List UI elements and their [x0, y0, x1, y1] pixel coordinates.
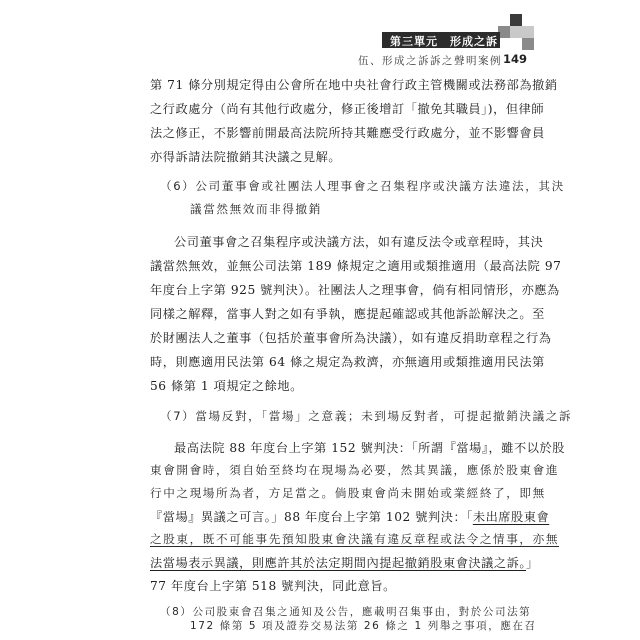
quote-line [150, 508, 549, 525]
section-subtitle: 伍、形成之訴訴之聲明案例 [358, 55, 502, 67]
section-heading-6: （6）公司董事會或社團法人理事會之召集程序或決議方法違法，其決 [160, 179, 565, 193]
quote-line: 行中之現場所為者，方足當之。倘股東會尚未開始或業經終了，即無 [150, 486, 546, 500]
paragraph-line: 第 71 條分別規定得由公會所在地中央社會行政主管機關或法務部為撤銷 [150, 78, 558, 92]
square-light [522, 26, 534, 38]
square-light [510, 26, 522, 38]
paragraph-line: 同樣之解釋，當事人對之如有爭執，應提起確認或其他訴訟解決之。至 [150, 307, 545, 321]
paragraph-line: 亦得訴請法院撤銷其決議之見解。 [150, 150, 342, 164]
paragraph-line: 於財團法人之董事（包括於董事會所為決議），如有違反捐助章程之行為 [150, 331, 552, 345]
underlined-quote: 法當場表示異議，則應許其於法定期間內提起撤銷股東會決議之訴。 [150, 556, 527, 570]
square-mid [522, 38, 534, 50]
quote-text: 『當場』異議之可言。」88 年度台上字第 102 號判決：「 [150, 510, 473, 524]
underlined-quote: 之股東，既不可能事先預知股東會決議有違反章程或法令之情事，亦無 [150, 532, 560, 546]
square-dark [510, 14, 522, 26]
page-header [120, 14, 528, 67]
paragraph-line: 56 條第 1 項規定之餘地。 [150, 379, 303, 393]
paragraph-line: 時，則應適用民法第 64 條之規定為救濟，亦無適用或類推適用民法第 [150, 355, 545, 369]
page-number: 149 [503, 52, 528, 66]
paragraph-line: 最高法院 88 年度台上字第 152 號判決：「所謂『當場』，雖不以於股 [174, 441, 565, 455]
paragraph-line: 77 年度台上字第 518 號判決，同此意旨。 [150, 579, 396, 593]
quote-line [150, 554, 539, 571]
section-heading-7: （7）當場反對，「當場」之意義；未到場反對者，可提起撤銷決議之訴 [160, 409, 573, 423]
paragraph-line: 議當然無效，並無公司法第 189 條規定之適用或類推適用（最高法院 97 [150, 259, 562, 273]
quote-line: 東會開會時，須自始至終均在現場為必要，然其異議，應係於股東會進 [150, 463, 560, 477]
paragraph-line: 之行政處分（尚有其他行政處分，修正後增訂「撤免其職員」)，但律師 [150, 102, 545, 116]
paragraph-line: 法之修正，不影響前開最高法院所持其難應受行政處分，並不影響會員 [150, 126, 545, 140]
quote-close: 」 [526, 556, 539, 570]
underlined-quote: 未出席股東會 [472, 510, 550, 524]
section-heading-8: （8）公司股東會召集之通知及公告，應載明召集事由，對於公司法第 [160, 606, 532, 618]
unit-title: 第三單元 形成之訴 [390, 35, 498, 48]
section-heading-8: 172 條第 5 項及證券交易法第 26 條之 1 列舉之事項，應在召 [190, 620, 537, 632]
paragraph-line: 公司董事會之召集程序或決議方法，如有違反法令或章程時，其決 [174, 235, 544, 249]
section-heading-6: 議當然無效而非得撤銷 [190, 202, 322, 216]
paragraph-line: 年度台上字第 925 號判決）。社團法人之理事會，倘有相同情形，亦應為 [150, 283, 560, 297]
